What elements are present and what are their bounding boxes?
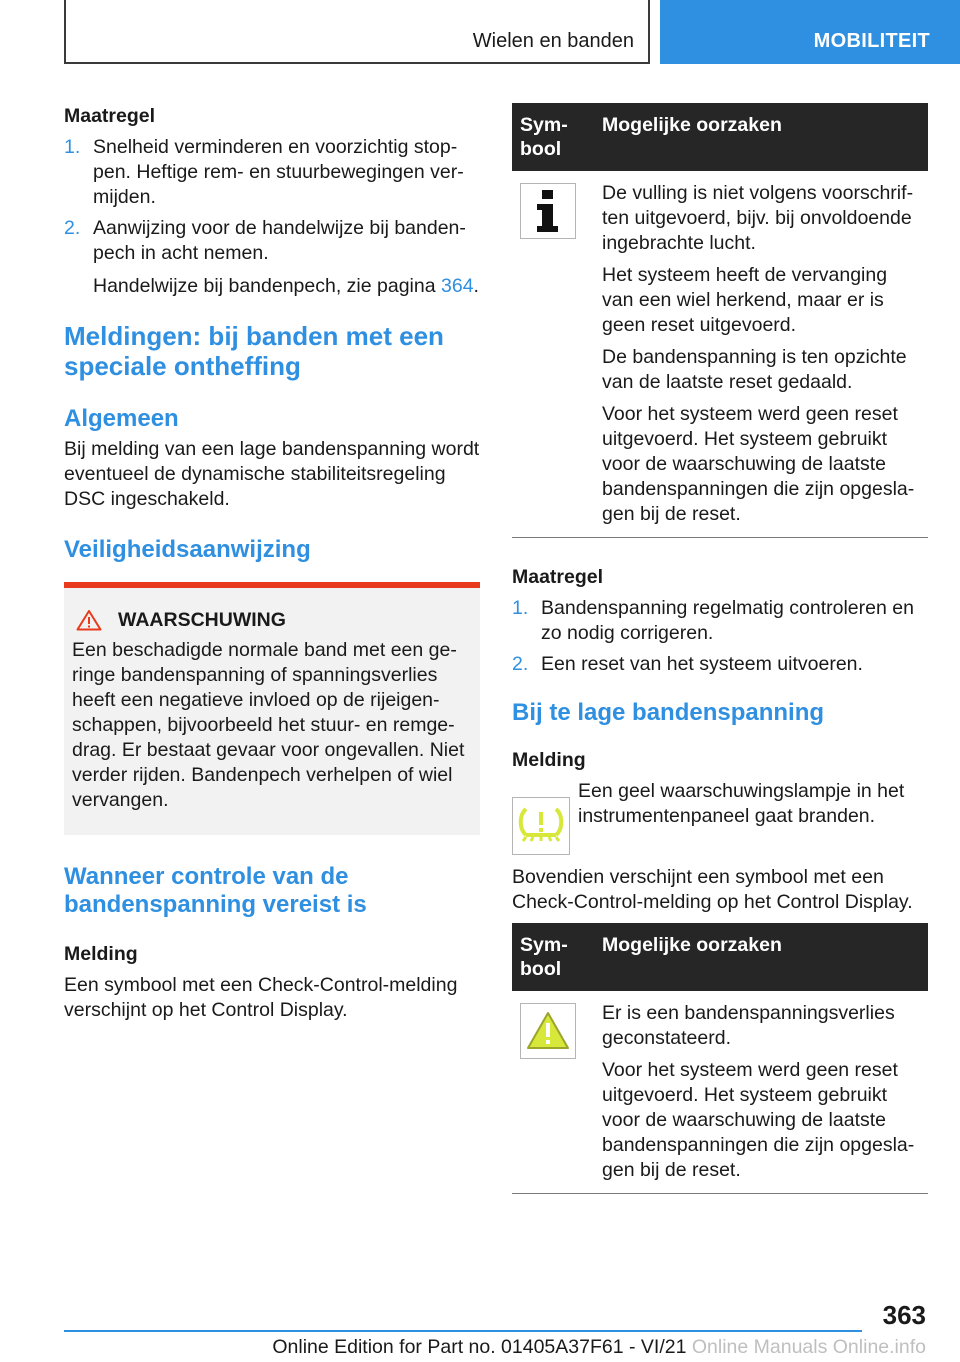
symbol-table-1 — [512, 103, 928, 538]
measure-steps — [64, 135, 480, 266]
warning-box — [64, 582, 480, 835]
message-heading-right: Melding — [512, 749, 586, 771]
page-number: 363 — [882, 1300, 926, 1330]
warning-triangle-icon — [525, 1010, 571, 1052]
edition-text: Online Edition for Part no. 01405A37F61 - VI/21 — [272, 1336, 687, 1358]
section-title: Meldingen: bij banden met een speciale ontheffing — [64, 321, 444, 381]
general-heading: Algemeen — [64, 405, 179, 432]
list-item: 1. Bandenspanning regelmatig controleren en zo nodig corrigeren. — [512, 597, 914, 644]
header-chapter-tab[interactable] — [660, 0, 960, 64]
cause-text: Er is een bandenspanningsverlies geconstateerd. — [602, 1002, 895, 1049]
warning-triangle-icon — [76, 609, 102, 631]
column-header-causes: Mogelijke oorzaken — [602, 934, 782, 956]
column-header-symbol: Symbool — [520, 114, 568, 160]
cause-text: De bandenspanning is ten opzichte van de laatste reset gedaald. — [602, 346, 907, 393]
tire-pressure-warning-icon — [515, 803, 567, 849]
info-icon — [528, 187, 568, 235]
list-item: 2. Een reset van het systeem uitvoeren. — [512, 653, 863, 675]
message-text: Een symbool met een Check-Control-melding verschijnt op het Control Display. — [64, 974, 458, 1021]
right-column — [512, 103, 928, 1194]
measure-steps-right — [512, 596, 928, 677]
table-header — [512, 923, 928, 991]
measure-heading-right: Maatregel — [512, 566, 604, 588]
low-pressure-heading: Bij te lage bandenspanning — [512, 699, 825, 726]
column-header-causes: Mogelijke oorzaken — [602, 114, 782, 136]
header-section-box — [64, 0, 650, 64]
message-text-right: Een geel waarschuwingslampje in het instrumentenpaneel gaat branden. — [578, 780, 905, 827]
watermark: Online Manuals Online.info — [691, 1336, 926, 1358]
list-item: 2. Aanwijzing voor de handelwijze bij bandenpech in acht nemen. — [64, 217, 466, 264]
warning-text: Een beschadigde normale band met een geringe bandenspanning of spanningsverlies heeft een negatieve invloed op de rijeigenschappen, bijvoorbeeld het stuur- en remgedrag. Er bestaat gevaar voor ongevallen. Niet verder rijden. Bandenpech verhelpen of wiel vervangen. — [72, 639, 465, 811]
warning-title: WAARSCHUWING — [118, 609, 286, 631]
page-reference: Handelwijze bij bandenpech, zie pagina 364. — [93, 275, 479, 297]
footer — [0, 1336, 926, 1359]
cause-text: Voor het systeem werd geen reset uitgevoerd. Het systeem gebruikt voor de waarschuwing de laatste bandenspanningen die zijn opgeslagen bij de reset. — [602, 403, 915, 525]
page-link[interactable]: 364 — [441, 275, 474, 297]
general-text: Bij melding van een lage bandenspanning wordt eventueel de dynamische stabiliteitsregeling DSC ingeschakeld. — [64, 438, 480, 510]
cause-text: De vulling is niet volgens voorschriften uitgevoerd, bijv. bij onvoldoende ingebrachte lucht. — [602, 182, 914, 254]
table-header — [512, 103, 928, 171]
measure-heading: Maatregel — [64, 105, 156, 127]
cause-text: Voor het systeem werd geen reset uitgevoerd. Het systeem gebruikt voor de waarschuwing de laatste bandenspanningen die zijn opgeslagen bij de reset. — [602, 1059, 915, 1181]
header-chapter-title: MOBILITEIT — [813, 30, 930, 52]
cause-text: Het systeem heeft de vervanging van een wiel herkend, maar er is geen reset uitgevoerd. — [602, 264, 888, 336]
column-header-symbol: Symbool — [520, 934, 568, 980]
safety-heading: Veiligheidsaanwijzing — [64, 536, 311, 563]
check-heading: Wanneer controle van de bandenspanning vereist is — [64, 863, 367, 918]
also-text: Bovendien verschijnt een symbool met een Check-Control-melding op het Control Display. — [512, 866, 913, 913]
left-column — [64, 103, 480, 1023]
table-row — [512, 991, 928, 1194]
message-heading: Melding — [64, 943, 138, 965]
table-row — [512, 171, 928, 538]
header-section-title: Wielen en banden — [472, 30, 634, 52]
symbol-table-2 — [512, 923, 928, 1194]
list-item: 1. Snelheid verminderen en voorzichtig stoppen. Heftige rem- en stuurbewegingen vermijden. — [64, 136, 464, 208]
footer-divider — [64, 1330, 862, 1332]
